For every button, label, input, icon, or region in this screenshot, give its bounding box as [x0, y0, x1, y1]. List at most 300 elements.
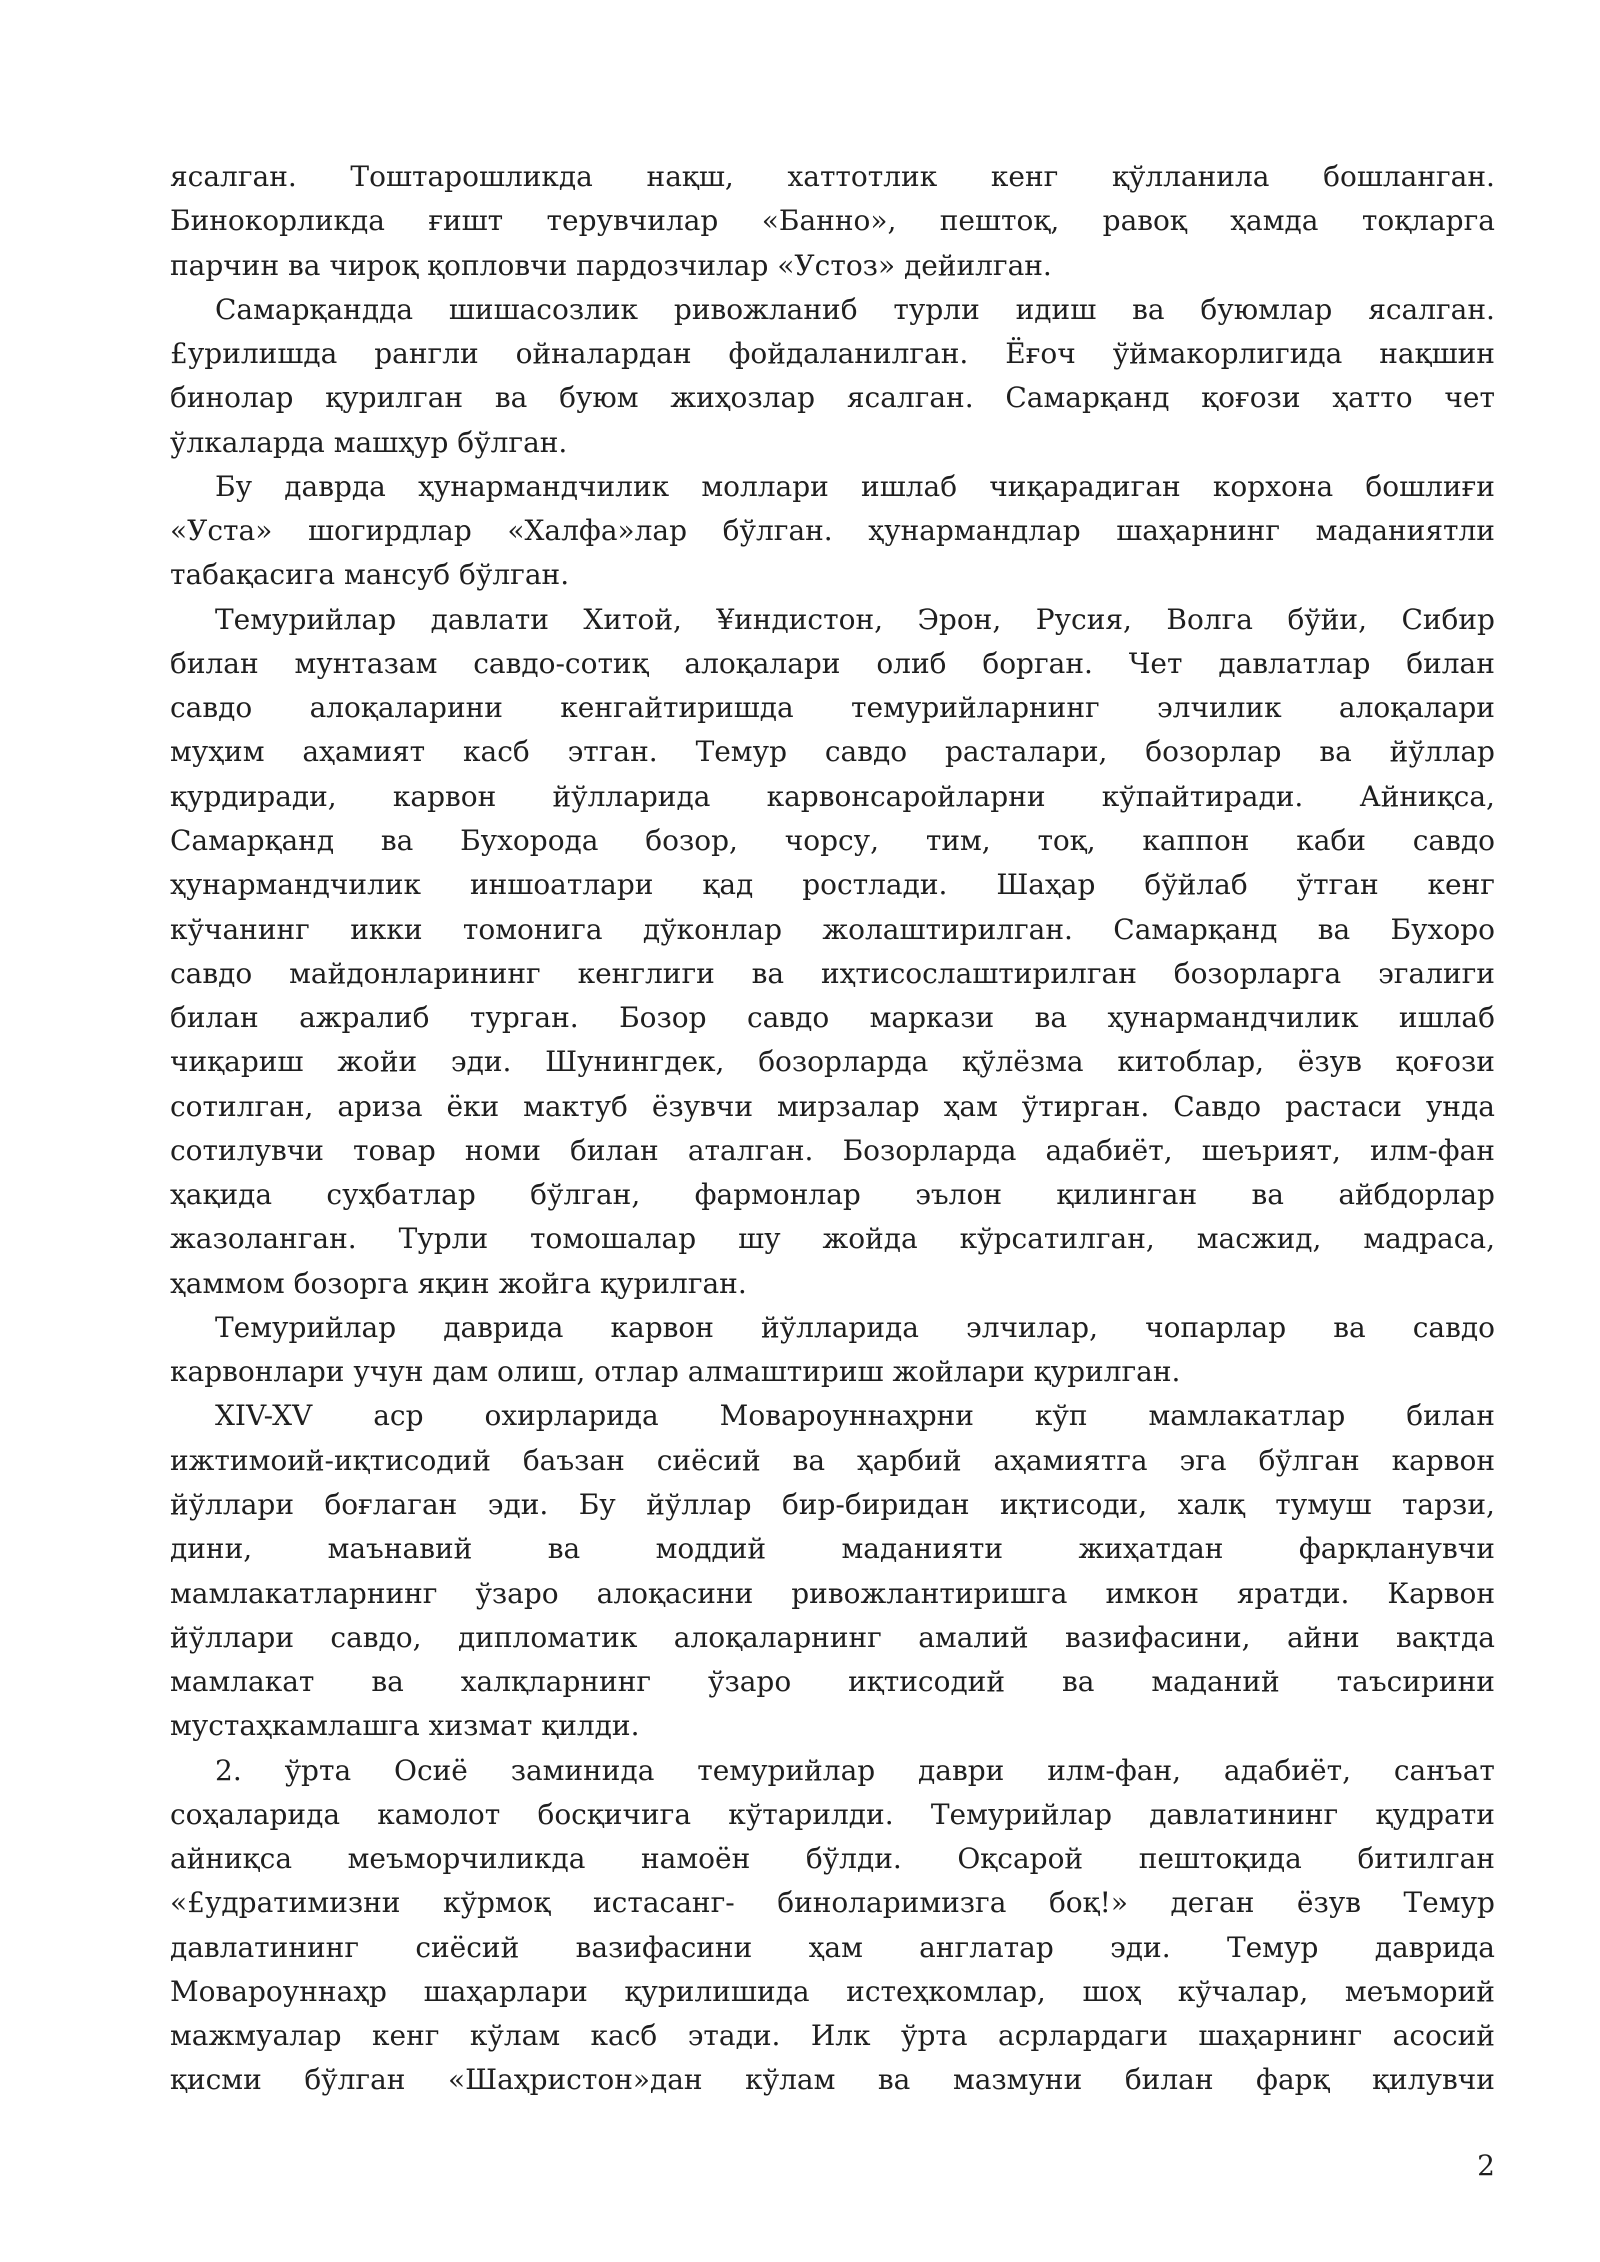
word: майдонларининг [289, 956, 541, 990]
text-line [170, 1306, 1495, 1350]
word: чопарлар [1145, 1310, 1287, 1344]
text-line [170, 1837, 1495, 1881]
word: XIV-XV [215, 1399, 313, 1433]
word: корхона [1212, 469, 1334, 503]
word: бошланган. [1323, 160, 1495, 193]
word: жиҳозлар [670, 381, 816, 415]
word: аҳамият [302, 735, 426, 769]
word: Бозор [619, 1001, 707, 1035]
word: намоён [641, 1842, 751, 1876]
text-line [170, 1394, 1495, 1438]
word: мамлакатлар [1148, 1399, 1346, 1433]
word: дўконлар [642, 912, 783, 946]
word: китоблар, [1117, 1045, 1265, 1079]
word: вазифасини [575, 1930, 753, 1964]
word: илм-фан, [1047, 1753, 1182, 1787]
word: олиб [876, 646, 947, 680]
word: бозорларда [758, 1045, 929, 1079]
word: қўлланила [1111, 160, 1270, 193]
text-line [170, 1881, 1495, 1925]
text-line: парчин ва чироқ қопловчи пардозчилар «Устоз» дейилган. [170, 248, 1052, 282]
word: жойи [337, 1045, 418, 1079]
word: каби [1296, 823, 1366, 857]
word: касб [463, 735, 530, 769]
word: ривожланиб [673, 292, 858, 326]
paragraph [170, 1306, 1495, 1395]
word: имкон [1105, 1576, 1199, 1610]
word: Шунингдек, [545, 1045, 725, 1079]
word: ясалган. [846, 381, 974, 415]
text-line [170, 1483, 1495, 1527]
word: ва [1034, 1001, 1068, 1035]
word: аҳамиятга [993, 1443, 1148, 1477]
word: карвон [392, 779, 497, 813]
word: тарзи, [1401, 1487, 1495, 1521]
word: аталган. [687, 1133, 814, 1167]
word: ҳатто [1332, 381, 1413, 415]
word: тоқ, [1037, 823, 1096, 857]
word: «£удратимизни [170, 1886, 401, 1920]
word: ва [1061, 1665, 1095, 1699]
word: давлатлар [1218, 646, 1371, 680]
word: сиёсий [415, 1930, 520, 1964]
word: тим, [925, 823, 991, 857]
word: дини, [170, 1532, 253, 1566]
word: маънавий [327, 1532, 473, 1566]
word: кенглиги [577, 956, 715, 990]
word: савдо [170, 691, 253, 725]
text-line [170, 1926, 1495, 1970]
word: тумуш [1275, 1487, 1372, 1521]
word: мамлакат [170, 1665, 315, 1699]
word: истеҳкомлар, [846, 1974, 1046, 2008]
word: ёзув [1296, 1886, 1361, 1920]
word: пештоқида [1138, 1842, 1302, 1876]
word: Бухорода [460, 823, 599, 857]
word: Русия, [1035, 602, 1132, 636]
word: кўлам [469, 2019, 561, 2053]
word: шишасозлик [448, 292, 639, 326]
text-line [170, 1660, 1495, 1704]
word: охирларида [484, 1399, 659, 1433]
word: қоғози [1201, 381, 1301, 415]
word: билан [570, 1133, 659, 1167]
word: сотилган, [170, 1089, 314, 1123]
word: ўтирган. [1021, 1089, 1150, 1123]
paragraph [170, 598, 1495, 1306]
word: ҳам [943, 1089, 998, 1123]
word: ҳамда [1230, 204, 1319, 238]
word: иқтисодий [848, 1665, 1006, 1699]
text-line [170, 1217, 1495, 1261]
word: Бу [578, 1487, 616, 1521]
word: чиқарадиган [989, 469, 1181, 503]
page-body [170, 155, 1495, 2103]
text-line [170, 686, 1495, 730]
word: бозор, [645, 823, 738, 857]
word: қурдиради, [170, 779, 337, 813]
word: Темур [695, 735, 787, 769]
word: турли [893, 292, 980, 326]
word: аср [373, 1399, 424, 1433]
text-line [170, 1173, 1495, 1217]
word: борган. [982, 646, 1093, 680]
word: алоқалари [684, 646, 841, 680]
word: камолот [377, 1797, 501, 1831]
word: айниқса [170, 1842, 293, 1876]
word: эгалиги [1378, 956, 1495, 990]
word: бошлиғи [1365, 469, 1495, 503]
word: ҳунармандлар [868, 514, 1081, 548]
word: меъморий [1344, 1974, 1495, 2008]
text-line [170, 1439, 1495, 1483]
word: Хитой, [583, 602, 682, 636]
word: этган. [567, 735, 658, 769]
word: ёзув [1297, 1045, 1362, 1079]
word: пештоқ, [939, 204, 1060, 238]
word: бинолар [170, 381, 294, 415]
word: Ёғоч [1005, 337, 1076, 371]
word: равоқ [1102, 204, 1187, 238]
word: «Шаҳристон»дан [448, 2063, 703, 2097]
word: Мовароуннаҳр [170, 1974, 387, 2008]
text-line [170, 775, 1495, 819]
word: ва [1251, 1178, 1284, 1212]
text-line [170, 1616, 1495, 1660]
word: қўлёзма [962, 1045, 1084, 1079]
word: ёзувчи [651, 1089, 754, 1123]
word: шу [738, 1222, 781, 1256]
word: бўлди. [805, 1842, 902, 1876]
word: биноларимизга [777, 1886, 1007, 1920]
word: 2. [215, 1753, 242, 1787]
word: баъзан [522, 1443, 625, 1477]
word: буюм [559, 381, 639, 415]
word: билан [1406, 1399, 1495, 1433]
word: Темур [1226, 1930, 1319, 1964]
word: товар [353, 1133, 436, 1167]
word: чорсу, [784, 823, 880, 857]
text-line [170, 376, 1495, 420]
word: заминида [510, 1753, 655, 1787]
word: кенг [1427, 868, 1495, 902]
word: қурилишида [624, 1974, 810, 2008]
word: кўрсатилган, [959, 1222, 1155, 1256]
word: касб [590, 2019, 658, 2053]
word: ва [1317, 912, 1351, 946]
word: кўчанинг [170, 912, 310, 946]
word: шоҳ [1082, 1974, 1142, 2008]
word: вақтда [1396, 1620, 1495, 1654]
word: каппон [1142, 823, 1250, 857]
word: халқларнинг [460, 1665, 652, 1699]
word: Темурийлар [215, 602, 397, 636]
word: суҳбатлар [326, 1178, 476, 1212]
word: турган. [469, 1001, 579, 1035]
text-line [170, 996, 1495, 1040]
word: Тоштарошликда [350, 160, 593, 193]
word: эди. [1110, 1930, 1171, 1964]
word: карвон [610, 1310, 714, 1344]
word: эди. [450, 1045, 512, 1079]
word: кенг [990, 160, 1059, 193]
word: бозорларга [1173, 956, 1342, 990]
word: мазмуни [952, 2063, 1083, 2097]
word: муҳим [170, 735, 265, 769]
word: бўйи, [1287, 602, 1367, 636]
word: мактуб [523, 1089, 628, 1123]
word: ўрта [284, 1753, 352, 1787]
word: буюмлар [1200, 292, 1333, 326]
word: Осиё [394, 1753, 468, 1787]
text-line: табақасига мансуб бўлган. [170, 558, 570, 592]
word: Темур [1403, 1886, 1495, 1920]
word: қад [702, 868, 754, 902]
text-line: ўлкаларда машҳур бўлган. [170, 425, 568, 459]
word: ўтган [1296, 868, 1379, 902]
word: Бинокорликда [170, 204, 385, 238]
word: этади. [687, 2019, 781, 2053]
text-line [170, 2058, 1495, 2102]
word: эга [1179, 1443, 1227, 1477]
word: ясалган. [170, 160, 297, 193]
word: Бозорларда [842, 1133, 1017, 1167]
word: маданиятли [1315, 514, 1495, 548]
word: Айниқса, [1359, 779, 1495, 813]
word: «Банно», [761, 204, 897, 238]
text-line [170, 1749, 1495, 1793]
word: истасанг- [593, 1886, 735, 1920]
word: мадраса, [1363, 1222, 1495, 1256]
word: ¥индистон, [716, 602, 884, 636]
word: Шаҳар [996, 868, 1096, 902]
text-line [170, 465, 1495, 509]
word: боғлаган [324, 1487, 458, 1521]
word: фарқ [1256, 2063, 1330, 2097]
word: элчилик [1156, 691, 1282, 725]
word: ростлади. [802, 868, 948, 902]
word: йўллар [646, 1487, 752, 1521]
word: йўллари [170, 1487, 294, 1521]
word: ҳам [808, 1930, 863, 1964]
word: давлатининг [170, 1930, 359, 1964]
word: боқ!» [1048, 1886, 1129, 1920]
word: халқ [1177, 1487, 1245, 1521]
word: бўлган. [722, 514, 833, 548]
word: қоғози [1395, 1045, 1495, 1079]
word: иншоатлари [469, 868, 654, 902]
word: Темурийлар [930, 1797, 1112, 1831]
word: ёки [446, 1089, 500, 1123]
text-line [170, 952, 1495, 996]
word: даврида [443, 1310, 564, 1344]
word: тоқларга [1361, 204, 1495, 238]
word: Волга [1166, 602, 1253, 636]
word: Темурийлар [215, 1310, 397, 1344]
word: маркази [869, 1001, 995, 1035]
word: ҳарбий [856, 1443, 962, 1477]
word: савдо, [330, 1620, 422, 1654]
word: фарқланувчи [1298, 1532, 1495, 1566]
word: мамлакатларнинг [170, 1576, 438, 1610]
word: Карвон [1387, 1576, 1495, 1610]
word: чет [1444, 381, 1495, 415]
word: йўлларида [552, 779, 711, 813]
word: ажралиб [299, 1001, 430, 1035]
word: томошалар [530, 1222, 697, 1256]
word: элчилар, [966, 1310, 1098, 1344]
word: алоқалари [1338, 691, 1495, 725]
word: асрлардаги [998, 2019, 1168, 2053]
word: кўлам [745, 2063, 836, 2097]
word: дипломатик [457, 1620, 638, 1654]
word: £урилишда [170, 337, 338, 371]
word: илм-фан [1369, 1133, 1495, 1167]
word: икки [350, 912, 423, 946]
word: Оқсарой [957, 1842, 1084, 1876]
word: эълон [915, 1178, 1002, 1212]
text-line [170, 1572, 1495, 1616]
word: ойналардан [515, 337, 692, 371]
word: шаҳарлари [423, 1974, 588, 2008]
word: ишлаб [861, 469, 958, 503]
word: идиш [1015, 292, 1097, 326]
word: сиёсий [656, 1443, 761, 1477]
word: Савдо [1173, 1089, 1262, 1123]
word: шогирдлар [307, 514, 472, 548]
word: иқтисоди, [1000, 1487, 1148, 1521]
word: бўйлаб [1144, 868, 1248, 902]
word: деган [1170, 1886, 1255, 1920]
word: билан [1406, 646, 1495, 680]
text-line [170, 509, 1495, 553]
text-line: ҳаммом бозорга яқин жойга қурилган. [170, 1266, 747, 1300]
word: ҳақида [170, 1178, 273, 1212]
word: Турли [398, 1222, 489, 1256]
paragraph [170, 1394, 1495, 1748]
word: бўлган [304, 2063, 406, 2097]
word: ва [547, 1532, 581, 1566]
word: адабиёт, [1045, 1133, 1173, 1167]
word: нақшин [1379, 337, 1495, 371]
text-line [170, 1085, 1495, 1129]
text-line [170, 819, 1495, 863]
word: кўп [1034, 1399, 1088, 1433]
text-line [170, 730, 1495, 774]
word: жолаштирилган. [822, 912, 1073, 946]
text-line [170, 863, 1495, 907]
word: кўрмоқ [442, 1886, 551, 1920]
text-line [170, 598, 1495, 642]
word: ўзаро [707, 1665, 792, 1699]
word: бир-биридан [781, 1487, 970, 1521]
word: ҳунармандчилик [170, 868, 422, 902]
word: иҳтисослаштирилган [820, 956, 1137, 990]
word: ишлаб [1398, 1001, 1495, 1035]
word: моллари [701, 469, 829, 503]
word: ва [494, 381, 528, 415]
text-line [170, 332, 1495, 376]
word: ва [1132, 292, 1165, 326]
word: асосий [1392, 2019, 1495, 2053]
text-line: карвонлари учун дам олиш, отлар алмаштириш жойлари қурилган. [170, 1355, 1181, 1389]
word: қудрати [1375, 1797, 1495, 1831]
word: шаҳарнинг [1116, 514, 1281, 548]
word: қилинган [1056, 1178, 1198, 1212]
word: жазоланган. [170, 1222, 357, 1256]
word: жойда [822, 1222, 918, 1256]
word: унда [1425, 1089, 1495, 1123]
word: алоқасини [596, 1576, 754, 1610]
word: жиҳатдан [1078, 1532, 1224, 1566]
page-number: 2 [1477, 2149, 1495, 2182]
text-line [170, 1129, 1495, 1173]
word: томонига [462, 912, 603, 946]
word: даврида [1374, 1930, 1495, 1964]
text-line [170, 908, 1495, 952]
word: босқичига [537, 1797, 692, 1831]
word: савдо [1412, 823, 1495, 857]
word: таъсирини [1336, 1665, 1495, 1699]
word: вазифасини, [1064, 1620, 1251, 1654]
word: ижтимоий-иқтисодий [170, 1443, 491, 1477]
word: ва [751, 956, 785, 990]
word: нақш, [646, 160, 734, 193]
word: фармонлар [694, 1178, 861, 1212]
word: ҳунармандчилик [418, 469, 670, 503]
word: билан [170, 646, 259, 680]
word: ариза [337, 1089, 423, 1123]
word: ва [1319, 735, 1352, 769]
word: карвонсаройларни [766, 779, 1046, 813]
word: йўллари [170, 1620, 294, 1654]
word: Самарқанд [1113, 912, 1278, 946]
word: айни [1286, 1620, 1360, 1654]
word: алоқаларнинг [673, 1620, 882, 1654]
word: савдо [1412, 1310, 1495, 1344]
word: соҳаларида [170, 1797, 341, 1831]
paragraph [170, 155, 1495, 288]
word: ҳунармандчилик [1107, 1001, 1359, 1035]
word: савдо-сотиқ [473, 646, 649, 680]
word: бўлган, [530, 1178, 641, 1212]
word: давлати [430, 602, 549, 636]
paragraph [170, 288, 1495, 465]
word: бозорлар [1145, 735, 1282, 769]
text-line [170, 1970, 1495, 2014]
word: маданий [1151, 1665, 1280, 1699]
word: растаси [1285, 1089, 1402, 1123]
word: номи [464, 1133, 541, 1167]
word: расталари, [944, 735, 1108, 769]
word: кўтарилди. [728, 1797, 894, 1831]
word: Илк [810, 2019, 871, 2053]
text-line [170, 1040, 1495, 1084]
word: алоқаларини [309, 691, 503, 725]
word: савдо [747, 1001, 830, 1035]
text-line [170, 155, 1495, 199]
word: сотилувчи [170, 1133, 324, 1167]
word: кенгайтиришда [560, 691, 794, 725]
word: темурийлар [697, 1753, 876, 1787]
word: савдо [170, 956, 253, 990]
word: Бу [215, 469, 253, 503]
word: карвон [1391, 1443, 1495, 1477]
word: йўлларида [761, 1310, 919, 1344]
word: адабиёт, [1223, 1753, 1352, 1787]
word: билан [170, 1001, 259, 1035]
word: шеърият, [1201, 1133, 1341, 1167]
